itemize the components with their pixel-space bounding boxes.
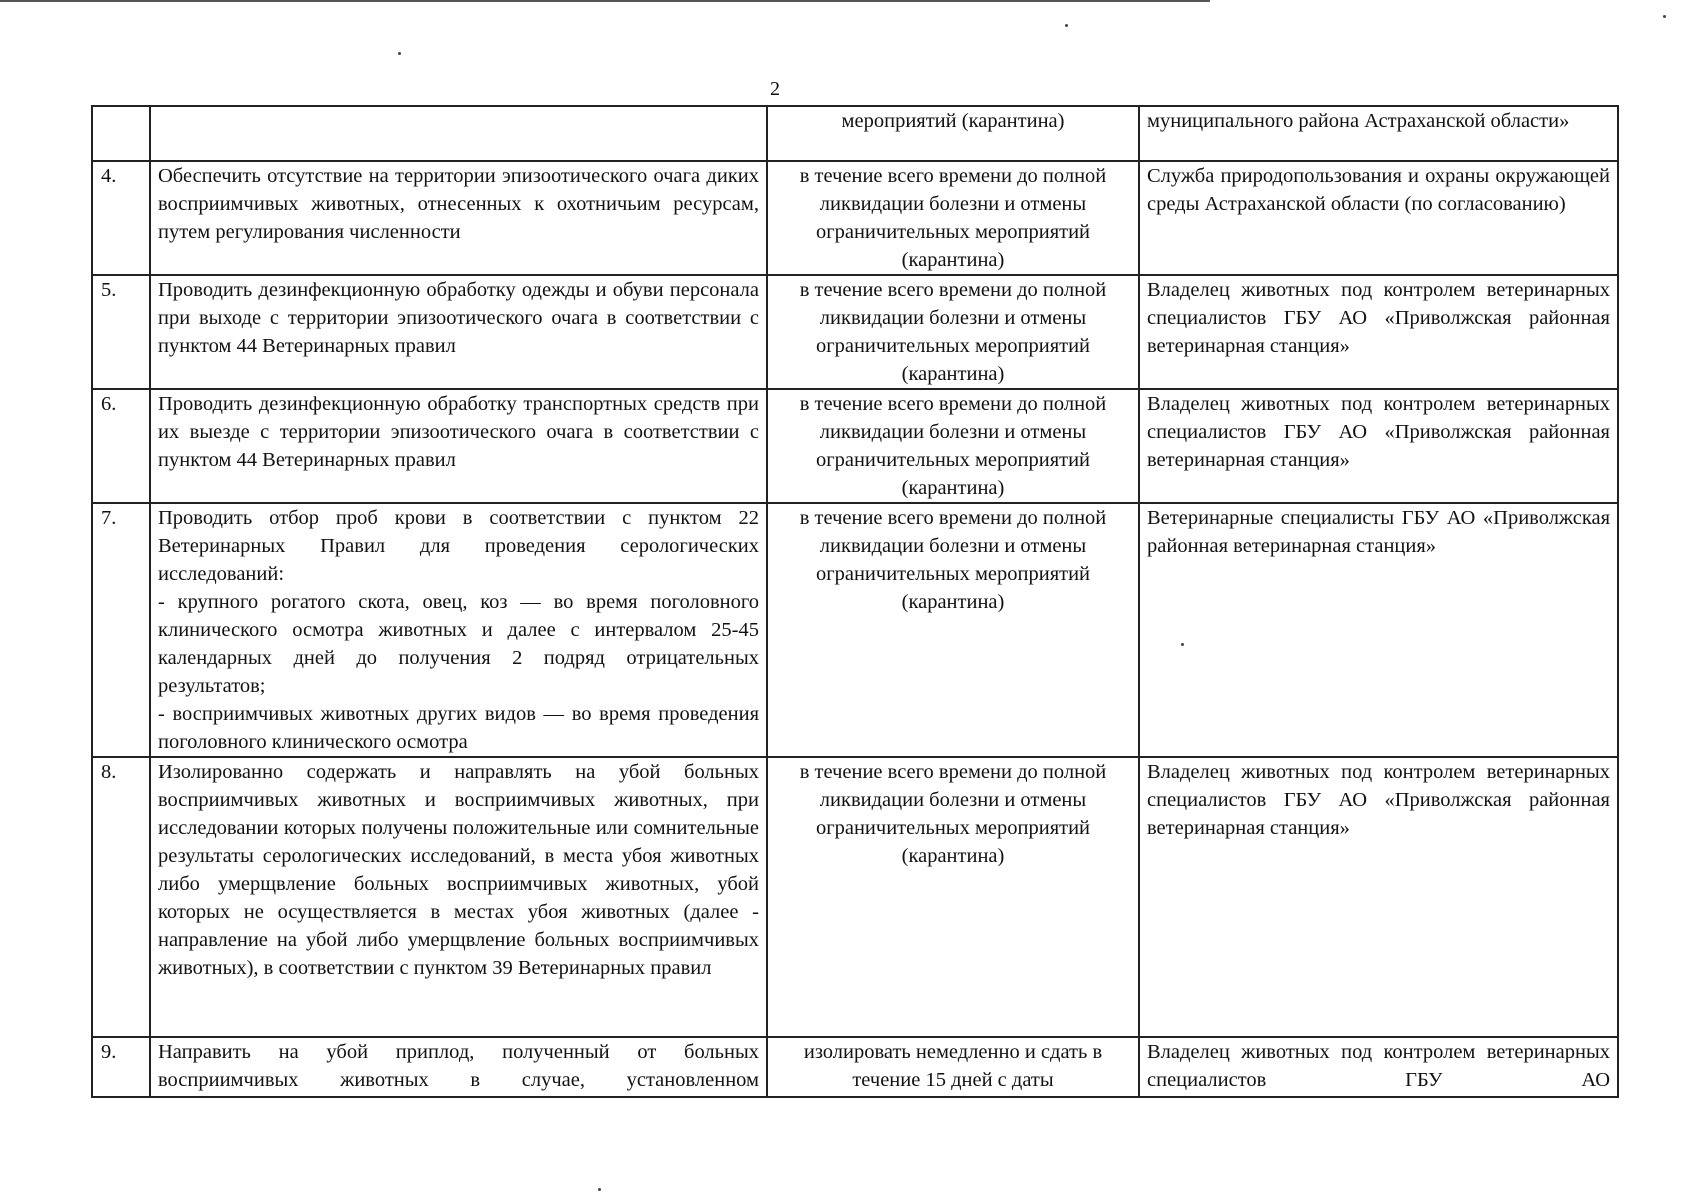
scan-speck xyxy=(1181,643,1184,646)
row-action xyxy=(150,503,767,757)
table-row xyxy=(92,106,1618,161)
row-action xyxy=(150,275,767,389)
action-paragraph: Проводить дезинфекционную обработку одежды и обуви персонала при выходе с территории эпизоотического очага в соответствии с пунктом 44 Ветеринарных правил xyxy=(158,279,759,357)
row-responsible: Владелец животных под контролем ветеринарных специалистов ГБУ АО «Приволжская районная ветеринарная станция» xyxy=(1139,275,1618,389)
row-number: 8. xyxy=(92,757,150,1037)
row-responsible: Служба природопользования и охраны окружающей среды Астраханской области (по согласованию) xyxy=(1139,161,1618,275)
action-paragraph: - крупного рогатого скота, овец, коз — во время поголовного клинического осмотра животных и далее с интервалом 25-45 календарных дней до получения 2 подряд отрицательных результатов; xyxy=(158,591,759,697)
table-row xyxy=(92,1037,1618,1097)
row-term: в течение всего времени до полной ликвидации болезни и отмены ограничительных мероприятий (карантина) xyxy=(767,503,1139,757)
row-responsible: Ветеринарные специалисты ГБУ АО «Приволжская районная ветеринарная станция» xyxy=(1139,503,1618,757)
row-term: изолировать немедленно и сдать в течение 15 дней с даты xyxy=(767,1037,1139,1097)
table-row xyxy=(92,275,1618,389)
row-action xyxy=(150,1037,767,1097)
row-number: 5. xyxy=(92,275,150,389)
action-paragraph: Проводить дезинфекционную обработку транспортных средств при их выезде с территории эпизоотического очага в соответствии с пунктом 44 Ветеринарных правил xyxy=(158,393,759,471)
scan-speck xyxy=(1065,24,1068,27)
action-paragraph: Обеспечить отсутствие на территории эпизоотического очага диких восприимчивых животных, отнесенных к охотничьим ресурсам, путем регулирования численности xyxy=(158,165,759,243)
scan-speck xyxy=(398,52,401,55)
page-top-border-line xyxy=(0,0,1210,2)
action-paragraph: Проводить отбор проб крови в соответствии с пунктом 22 Ветеринарных Правил для проведения серологических исследований: xyxy=(158,507,759,585)
row-term: в течение всего времени до полной ликвидации болезни и отмены ограничительных мероприятий (карантина) xyxy=(767,275,1139,389)
table-row xyxy=(92,389,1618,503)
scan-speck xyxy=(598,1188,601,1191)
page-number: 2 xyxy=(770,78,780,100)
row-responsible: муниципального района Астраханской области» xyxy=(1139,106,1618,161)
row-responsible: Владелец животных под контролем ветеринарных специалистов ГБУ АО xyxy=(1139,1037,1618,1097)
row-action xyxy=(150,161,767,275)
row-number: 6. xyxy=(92,389,150,503)
measures-table xyxy=(91,105,1619,1098)
row-term: в течение всего времени до полной ликвидации болезни и отмены ограничительных мероприятий (карантина) xyxy=(767,389,1139,503)
row-action xyxy=(150,757,767,1037)
row-number: 4. xyxy=(92,161,150,275)
table-row xyxy=(92,503,1618,757)
action-paragraph: Направить на убой приплод, полученный от больных восприимчивых животных в случае, установленном xyxy=(158,1041,759,1091)
row-action xyxy=(150,389,767,503)
row-action xyxy=(150,106,767,161)
row-number: 7. xyxy=(92,503,150,757)
scan-speck xyxy=(1663,15,1666,18)
row-responsible: Владелец животных под контролем ветеринарных специалистов ГБУ АО «Приволжская районная ветеринарная станция» xyxy=(1139,757,1618,1037)
action-paragraph: Изолированно содержать и направлять на убой больных восприимчивых животных и восприимчивых животных, при исследовании которых получены положительные или сомнительные результаты серологических исследований, в места убоя животных либо умерщвление больных восприимчивых животных, убой которых не осуществляется в местах убоя животных (далее - направление на убой либо умерщвление больных восприимчивых животных), в соответствии с пунктом 39 Ветеринарных правил xyxy=(158,761,759,979)
row-term: в течение всего времени до полной ликвидации болезни и отмены ограничительных мероприятий (карантина) xyxy=(767,161,1139,275)
row-term: в течение всего времени до полной ликвидации болезни и отмены ограничительных мероприятий (карантина) xyxy=(767,757,1139,1037)
row-number: 9. xyxy=(92,1037,150,1097)
row-term: мероприятий (карантина) xyxy=(767,106,1139,161)
row-responsible: Владелец животных под контролем ветеринарных специалистов ГБУ АО «Приволжская районная ветеринарная станция» xyxy=(1139,389,1618,503)
table-row xyxy=(92,757,1618,1037)
row-number xyxy=(92,106,150,161)
action-paragraph: - восприимчивых животных других видов — во время проведения поголовного клинического осмотра xyxy=(158,703,759,753)
table-row xyxy=(92,161,1618,275)
